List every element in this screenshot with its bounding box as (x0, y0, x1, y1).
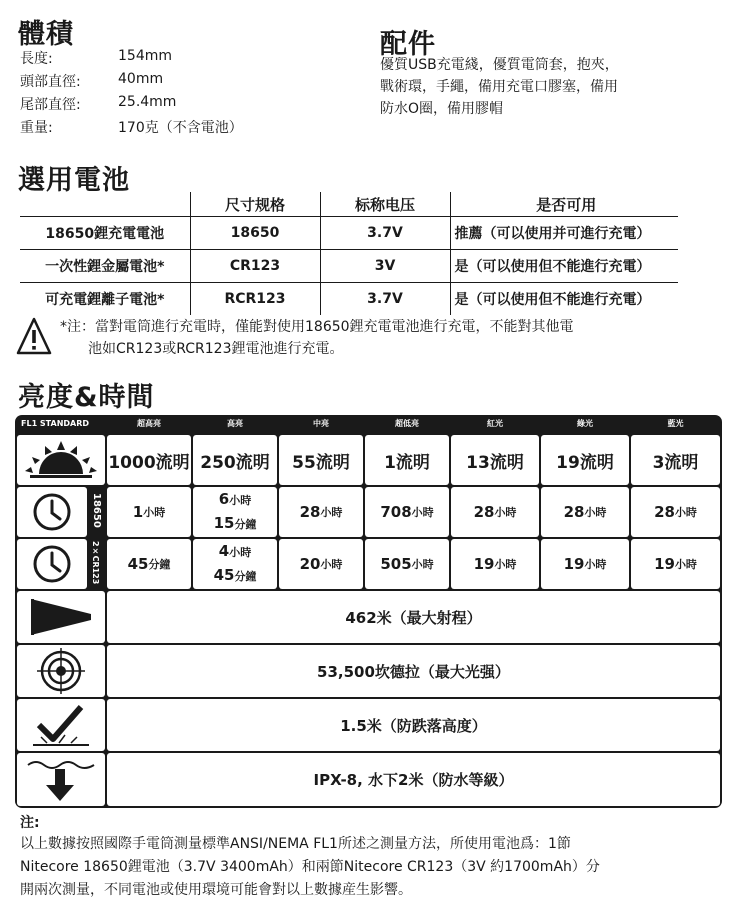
runtime-cr123-high (193, 539, 277, 589)
spec-tail-diameter-label: 尾部直徑: (20, 97, 81, 113)
battery-usable: 推薦（可以使用并可進行充電） (450, 217, 678, 250)
battery-voltage: 3.7V (320, 283, 450, 316)
runtime-num: 45 (213, 566, 235, 584)
sunrise-icon (24, 440, 98, 480)
battery-note-line-2: 池如CR123或RCR123鋰電池進行充電。 (88, 341, 344, 357)
runtime-cr123-green (541, 539, 629, 589)
runtime-unit: 小時 (674, 506, 697, 519)
waterproof-icon-cell (17, 753, 105, 806)
lumens-green: 19流明 (541, 435, 629, 485)
battery-note-line-1: *注：當對電筒進行充電時，僅能對使用18650鋰充電電池進行充電，不能對其他電 (60, 319, 574, 335)
battery-note (60, 316, 574, 360)
accessories-line-2: 戰術環，手繩，備用充電口膠塞，備用 (380, 79, 618, 95)
runtime-18650-ultralow (365, 487, 449, 537)
runtime-18650-icon-cell (17, 487, 87, 537)
runtime-num: 19 (563, 555, 585, 573)
runtime-cr123-blue (631, 539, 720, 589)
battery-header-row (20, 192, 678, 217)
beam-distance-value: 462米（最大射程） (107, 591, 720, 643)
runtime-num: 19 (654, 555, 675, 573)
notes-body (20, 833, 600, 902)
mode-header-green: 綠光 (577, 419, 593, 428)
runtime-num: 28 (563, 503, 585, 521)
peak-intensity-value: 53,500坎德拉（最大光强） (107, 645, 720, 697)
spec-weight-label: 重量: (20, 120, 53, 136)
runtime-line (214, 512, 257, 536)
spec-length-label: 長度: (20, 51, 53, 67)
battery-header-name (20, 192, 190, 217)
runtime-18650-blue (631, 487, 720, 537)
battery-name: 18650鋰充電電池 (20, 217, 190, 250)
runtime-unit: 小時 (584, 506, 607, 519)
runtime-num: 1 (132, 503, 144, 521)
mode-header-mid: 中亮 (313, 419, 329, 428)
accessories-title: 配件 (380, 29, 436, 60)
runtime-18650-mid (279, 487, 363, 537)
impact-resistance-icon (31, 703, 91, 747)
runtime-unit: 小時 (320, 558, 343, 571)
runtime-cr123-turbo (107, 539, 191, 589)
runtime-cr123-battery-label: 2×CR123 (91, 541, 100, 585)
runtime-num: 708 (380, 503, 412, 521)
table-row (20, 217, 678, 250)
fl1-standard-label: FL1 STANDARD (21, 419, 90, 428)
runtime-cr123-ultralow (365, 539, 449, 589)
table-row (20, 250, 678, 283)
performance-title: 亮度&時間 (18, 382, 155, 413)
battery-title: 選用電池 (18, 165, 130, 196)
fl1-chart (15, 415, 722, 808)
runtime-cr123-icon-cell (17, 539, 87, 589)
notes-line-1: 以上數據按照國際手電筒測量標準ANSI/NEMA FL1所述之測量方法，所使用電池爲：1節 (20, 836, 571, 852)
lumens-turbo: 1000流明 (107, 435, 191, 485)
runtime-18650-turbo (107, 487, 191, 537)
notes-line-3: 開兩次測量，不同電池或使用環境可能會對以上數據産生影響。 (20, 882, 412, 898)
battery-name: 可充電鋰離子電池* (20, 283, 190, 316)
runtime-num: 28 (654, 503, 675, 521)
spec-head-diameter-label: 頭部直徑: (20, 74, 81, 90)
runtime-num: 6 (218, 490, 230, 508)
battery-voltage: 3.7V (320, 217, 450, 250)
mode-header-turbo: 超高亮 (137, 419, 161, 428)
battery-usable: 是（可以使用但不能進行充電） (450, 283, 678, 316)
mode-header-high: 高亮 (227, 419, 243, 428)
lumens-red: 13流明 (451, 435, 539, 485)
lumens-high: 250流明 (193, 435, 277, 485)
runtime-line (219, 488, 251, 512)
runtime-unit: 小時 (411, 558, 434, 571)
clock-icon (32, 544, 72, 584)
target-icon (33, 648, 89, 694)
battery-size: RCR123 (190, 283, 320, 316)
beam-distance-icon-cell (17, 591, 105, 643)
accessories-list (380, 54, 619, 120)
battery-name: 一次性鋰金屬電池* (20, 250, 190, 283)
notes-title: 注: (20, 815, 40, 831)
runtime-18650-high (193, 487, 277, 537)
runtime-num: 20 (299, 555, 321, 573)
runtime-unit: 分鐘 (148, 558, 171, 571)
battery-usable: 是（可以使用但不能進行充電） (450, 250, 678, 283)
runtime-unit: 小時 (320, 506, 343, 519)
runtime-unit: 小時 (674, 558, 697, 571)
mode-header-ultralow: 超低亮 (395, 419, 419, 428)
table-row (20, 283, 678, 316)
peak-intensity-icon-cell (17, 645, 105, 697)
lumens-blue: 3流明 (631, 435, 720, 485)
warning-icon (16, 316, 52, 356)
runtime-num: 505 (380, 555, 412, 573)
runtime-num: 28 (473, 503, 495, 521)
runtime-18650-battery-label: 18650 (91, 493, 102, 528)
runtime-unit: 分鐘 (234, 518, 257, 531)
runtime-unit: 小時 (494, 558, 517, 571)
impact-resistance-value: 1.5米（防跌落高度） (107, 699, 720, 751)
beam-distance-icon (29, 597, 93, 637)
runtime-unit: 分鐘 (234, 570, 257, 583)
waterproof-icon (26, 757, 96, 803)
runtime-18650-green (541, 487, 629, 537)
runtime-num: 4 (218, 542, 230, 560)
runtime-unit: 小時 (494, 506, 517, 519)
runtime-unit: 小時 (411, 506, 434, 519)
notes-line-2: Nitecore 18650鋰電池（3.7V 3400mAh）和兩節Nitecore CR123（3V 約1700mAh）分 (20, 859, 600, 875)
accessories-line-1: 優質USB充電綫，優質電筒套，抱夾， (380, 57, 619, 73)
runtime-num: 28 (299, 503, 321, 521)
runtime-18650-red (451, 487, 539, 537)
runtime-num: 15 (213, 514, 235, 532)
runtime-num: 19 (473, 555, 495, 573)
lumens-row-icon-cell (17, 435, 105, 485)
spec-weight-value: 170克（不含電池） (118, 120, 243, 136)
runtime-cr123-red (451, 539, 539, 589)
runtime-cr123-mid (279, 539, 363, 589)
battery-size: CR123 (190, 250, 320, 283)
runtime-line (219, 540, 251, 564)
clock-icon (32, 492, 72, 532)
lumens-ultralow: 1流明 (365, 435, 449, 485)
battery-header-usable: 是否可用 (450, 192, 678, 217)
spec-head-diameter-value: 40mm (118, 71, 164, 87)
runtime-unit: 小時 (229, 546, 252, 559)
accessories-line-3: 防水O圈，備用膠帽 (380, 101, 504, 117)
spec-tail-diameter-value: 25.4mm (118, 94, 177, 110)
battery-size: 18650 (190, 217, 320, 250)
runtime-unit: 小時 (229, 494, 252, 507)
impact-resistance-icon-cell (17, 699, 105, 751)
runtime-unit: 小時 (143, 506, 166, 519)
waterproof-value: IPX-8, 水下2米（防水等級） (107, 753, 720, 806)
battery-voltage: 3V (320, 250, 450, 283)
battery-table (20, 192, 678, 315)
runtime-line (214, 564, 257, 588)
battery-header-size: 尺寸规格 (190, 192, 320, 217)
battery-header-voltage: 标称电压 (320, 192, 450, 217)
runtime-num: 45 (127, 555, 149, 573)
runtime-unit: 小時 (584, 558, 607, 571)
lumens-mid: 55流明 (279, 435, 363, 485)
mode-header-red: 紅光 (487, 419, 503, 428)
dimensions-title: 體積 (18, 19, 74, 50)
spec-length-value: 154mm (118, 48, 172, 64)
mode-header-blue: 藍光 (667, 419, 684, 428)
